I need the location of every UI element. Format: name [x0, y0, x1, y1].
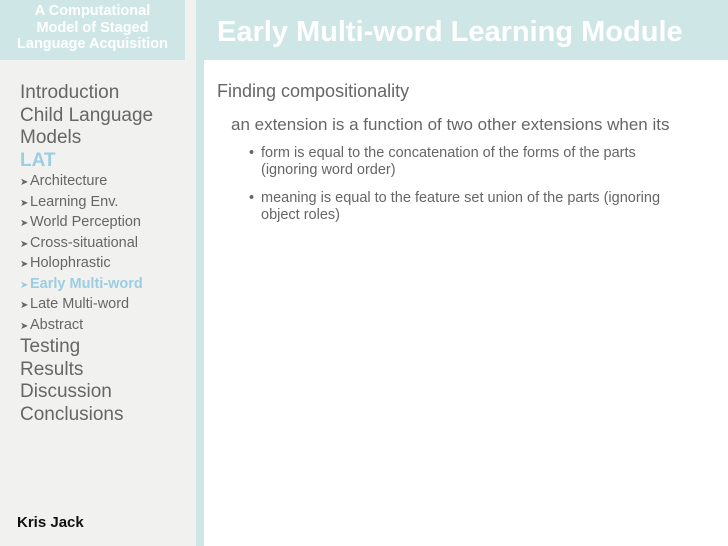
- bullet-dot-icon: •: [249, 145, 255, 161]
- nav-item-label: World Perception: [30, 214, 141, 230]
- deck-title-line: A Computational: [34, 3, 151, 19]
- statement-text: an extension is a function of two other extensions when its: [231, 115, 670, 134]
- nav-item-label: Results: [20, 358, 84, 380]
- slide-content: [217, 80, 707, 235]
- nav-item-label: Late Multi-word: [30, 296, 130, 312]
- nav-item-label: Early Multi-word: [30, 275, 143, 292]
- bullet-item: [249, 190, 694, 224]
- content-heading: Finding compositionality: [217, 81, 410, 101]
- nav-item-abstract[interactable]: [20, 316, 153, 337]
- nav-item-label: Cross-situational: [30, 234, 138, 251]
- arrow-icon: ➤: [20, 177, 29, 188]
- nav-item-conclusions[interactable]: [20, 404, 153, 427]
- arrow-icon: ➤: [20, 300, 29, 311]
- nav-item-label: Conclusions: [20, 403, 124, 425]
- nav-item-label: Models: [20, 127, 82, 148]
- nav-item-label: LAT: [20, 149, 56, 171]
- deck-title-line: Language Acquisition: [17, 36, 168, 52]
- nav-item-label: Testing: [20, 336, 81, 357]
- nav-item-label: Holophrastic: [30, 255, 111, 271]
- arrow-icon: ➤: [20, 238, 29, 250]
- nav-item-testing[interactable]: [20, 336, 153, 359]
- nav-item-architecture[interactable]: [20, 172, 153, 193]
- nav-item-learning-env[interactable]: [20, 193, 153, 214]
- section-nav: [20, 82, 153, 426]
- nav-item-label: Introduction: [20, 82, 120, 103]
- nav-item-label: Discussion: [20, 381, 112, 402]
- bullet-text: meaning is equal to the feature set union of the parts (ignoring object roles): [261, 190, 661, 223]
- author-name: Kris Jack: [17, 514, 84, 531]
- nav-item-late-multi-word[interactable]: [20, 295, 153, 316]
- arrow-icon: ➤: [20, 320, 29, 332]
- deck-title: [0, 0, 185, 60]
- nav-item-label: Abstract: [30, 316, 84, 333]
- nav-item-lat[interactable]: [20, 150, 153, 173]
- arrow-icon: ➤: [20, 197, 29, 209]
- nav-item-label: Child Language: [20, 104, 154, 126]
- bullet-list: [249, 145, 694, 224]
- bullet-dot-icon: •: [249, 190, 255, 206]
- bullet-item: [249, 145, 694, 179]
- nav-item-early-multi-word[interactable]: [20, 275, 153, 296]
- nav-item-child-language[interactable]: [20, 105, 153, 128]
- arrow-icon: ➤: [20, 259, 29, 270]
- arrow-icon: ➤: [20, 279, 29, 291]
- bullet-text: form is equal to the concatenation of the forms of the parts (ignoring word order): [261, 145, 636, 178]
- nav-item-introduction[interactable]: [20, 82, 153, 105]
- nav-item-label: Learning Env.: [30, 193, 119, 210]
- deck-title-line: Model of Staged: [36, 19, 149, 36]
- slide-title: Early Multi-word Learning Module: [217, 16, 683, 48]
- sidebar-divider: [196, 0, 204, 546]
- nav-item-label: Architecture: [30, 173, 108, 189]
- nav-item-holophrastic[interactable]: [20, 254, 153, 275]
- nav-item-cross-situational[interactable]: [20, 234, 153, 255]
- nav-item-discussion[interactable]: [20, 381, 153, 404]
- nav-item-world-perception[interactable]: [20, 213, 153, 234]
- nav-item-models[interactable]: [20, 127, 153, 150]
- arrow-icon: ➤: [20, 218, 29, 229]
- nav-item-results[interactable]: [20, 359, 153, 382]
